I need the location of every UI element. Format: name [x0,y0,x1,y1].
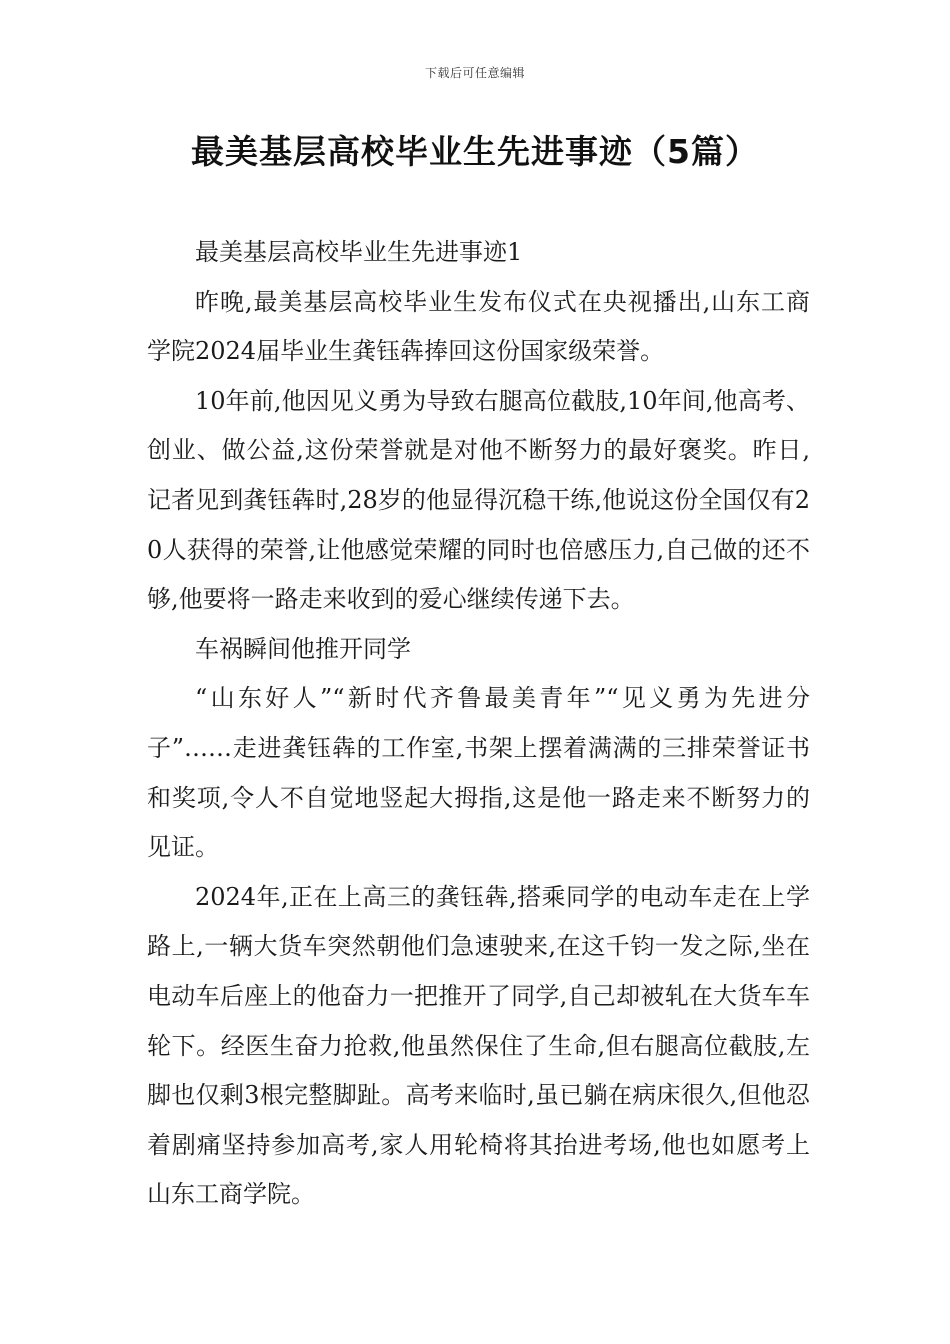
paragraph-honors: “山东好人”“新时代齐鲁最美青年”“见义勇为先进分子”……走进龚钰犇的工作室,书架上摆着满满的三排荣誉证书和奖项,令人不自觉地竖起大拇指,这是他一路走来不断努力的见证。 [147,684,810,862]
document-body [147,228,810,1220]
page-header-note: 下载后可任意编辑 [424,66,525,80]
paragraph-ten-years: 10年前,他因见义勇为导致右腿高位截肢,10年间,他高考、创业、做公益,这份荣誉就是对他不断努力的最好褒奖。昨日,记者见到龚钰犇时,28岁的他显得沉稳干练,他说这份全国仅有20人获得的荣誉,让他感觉荣耀的同时也倍感压力,自己做的还不够,他要将一路走来收到的爱心继续传递下去。 [147,386,810,614]
paragraph-accident-story: 2024年,正在上高三的龚钰犇,搭乘同学的电动车走在上学路上,一辆大货车突然朝他们急速驶来,在这千钧一发之际,坐在电动车后座上的他奋力一把推开了同学,自己却被轧在大货车车轮下。经医生奋力抢救,他虽然保住了生命,但右腿高位截肢,左脚也仅剩3根完整脚趾。高考来临时,虽已躺在病床很久,但他忍着剧痛坚持参加高考,家人用轮椅将其抬进考场,他也如愿考上山东工商学院。 [147,882,810,1209]
section-heading-1: 最美基层高校毕业生先进事迹1 [195,238,523,266]
document-title: 最美基层高校毕业生先进事迹（5篇） [191,132,759,171]
subheading-accident: 车祸瞬间他推开同学 [195,634,411,663]
paragraph-award-intro: 昨晚,最美基层高校毕业生发布仪式在央视播出,山东工商学院2024届毕业生龚钰犇捧回这份国家级荣誉。 [147,287,810,366]
